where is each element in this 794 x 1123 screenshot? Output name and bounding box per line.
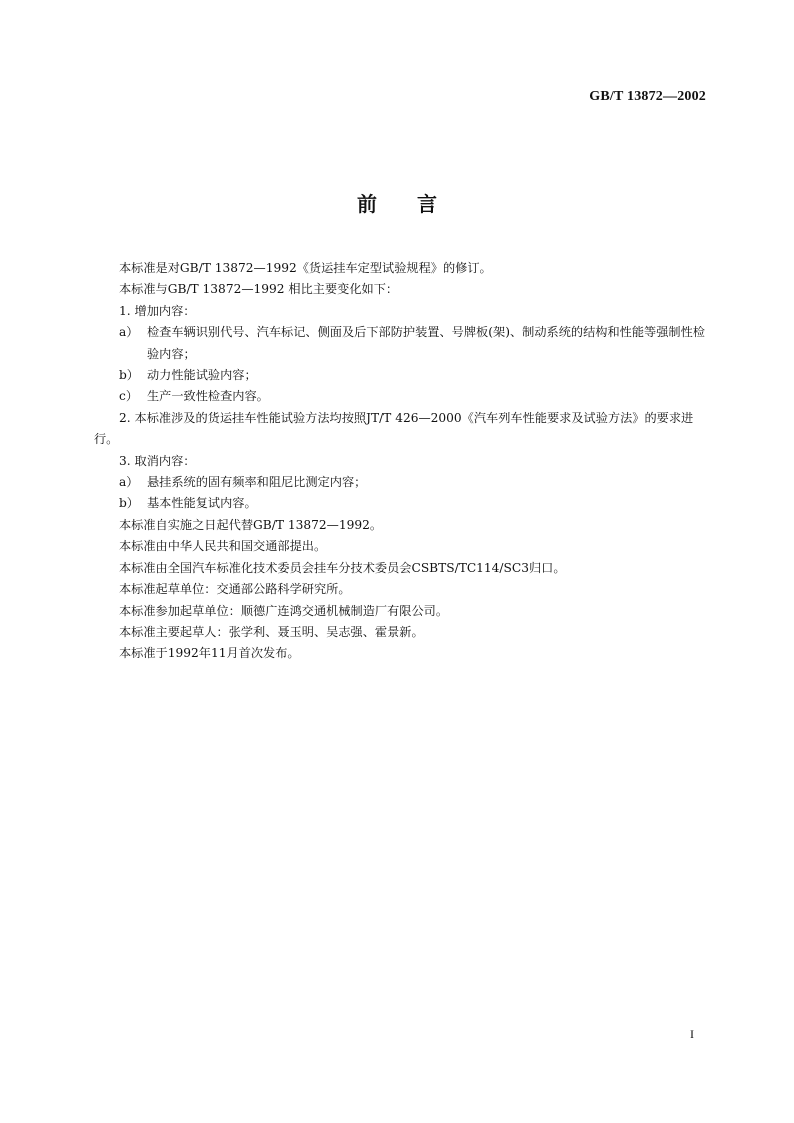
paragraph-first-issued: 本标准于1992年11月首次发布。 (119, 646, 300, 661)
list-item (94, 472, 706, 493)
paragraph-revision: 本标准是对GB/T 13872—1992《货运挂车定型试验规程》的修订。 (119, 261, 492, 275)
list-item (94, 386, 706, 407)
standard-code: GB/T 13872—2002 (589, 89, 706, 104)
list-item-label: a） (119, 325, 139, 340)
list-item (94, 493, 706, 514)
section-added-heading: 1. 增加内容： (119, 303, 196, 318)
list-item-text: 基本性能复试内容。 (147, 496, 257, 511)
document-body (94, 258, 706, 665)
list-item-label: b） (119, 368, 139, 383)
section-test-methods: 2. 本标准涉及的货运挂车性能试验方法均按照JT/T 426—2000《汽车列车性能要求及试验方法》的要求进行。 (94, 410, 694, 447)
list-item-text: 悬挂系统的固有频率和阻尼比测定内容； (147, 475, 367, 490)
section-removed-heading: 3. 取消内容： (119, 453, 196, 468)
list-item (94, 365, 706, 386)
list-item-label: c） (119, 389, 139, 404)
page-title: 前言 (357, 192, 477, 216)
paragraph-proposed-by: 本标准由中华人民共和国交通部提出。 (119, 539, 327, 554)
list-item-label: b） (119, 496, 139, 511)
paragraph-drafting-unit: 本标准起草单位：交通部公路科学研究所。 (119, 582, 351, 597)
list-item-text: 检查车辆识别代号、汽车标记、侧面及后下部防护装置、号牌板(架)、制动系统的结构和性能等强制性检验内容； (147, 325, 705, 361)
paragraph-changes-intro: 本标准与GB/T 13872—1992 相比主要变化如下： (119, 282, 399, 297)
list-item (94, 322, 706, 365)
list-item-text: 生产一致性检查内容。 (147, 389, 269, 404)
page-number: I (690, 1027, 694, 1041)
list-item-text: 动力性能试验内容； (147, 368, 257, 383)
paragraph-managed-by: 本标准由全国汽车标准化技术委员会挂车分技术委员会CSBTS/TC114/SC3归口。 (119, 560, 566, 575)
paragraph-participating-unit: 本标准参加起草单位：顺德广连鸿交通机械制造厂有限公司。 (119, 603, 449, 618)
paragraph-drafters: 本标准主要起草人：张学利、聂玉明、吴志强、霍景新。 (119, 624, 424, 639)
list-item-label: a） (119, 475, 139, 490)
paragraph-replaces: 本标准自实施之日起代替GB/T 13872—1992。 (119, 517, 383, 532)
